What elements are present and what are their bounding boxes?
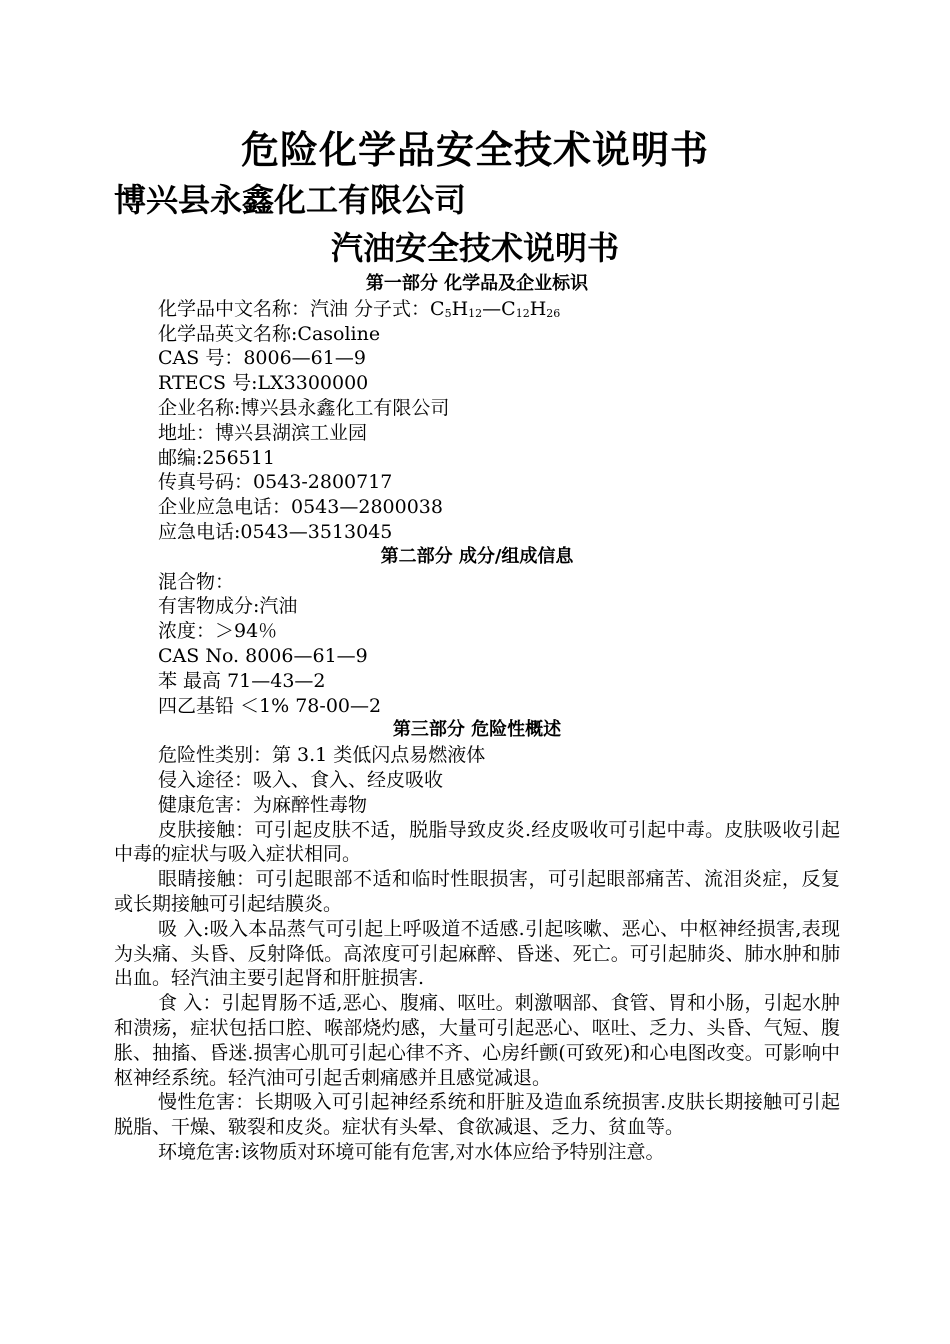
line-mixture: 混合物： xyxy=(158,570,235,593)
line-address: 地址：博兴县湖滨工业园 xyxy=(158,421,368,444)
line-health-hazard: 健康危害：为麻醉性毒物 xyxy=(158,793,368,816)
company-heading: 博兴县永鑫化工有限公司 xyxy=(114,181,467,219)
para-skin-contact: 皮肤接触：可引起皮肤不适，脱脂导致皮炎.经皮吸收可引起中毒。皮肤吸收引起中毒的症状与吸入症状相同。 xyxy=(114,818,840,866)
line-benzene: 苯 最高 71—43—2 xyxy=(158,669,326,692)
line-postcode: 邮编:256511 xyxy=(158,446,275,469)
line-cas-no: CAS No. 8006—61—9 xyxy=(158,644,368,667)
formula-dash: —C xyxy=(482,297,516,320)
formula-sub-1: 5 xyxy=(444,306,452,320)
line-hazard-class: 危险性类别：第 3.1 类低闪点易燃液体 xyxy=(158,744,486,767)
formula-sub-3: 12 xyxy=(515,306,530,320)
document-main-title: 危险化学品安全技术说明书 xyxy=(240,128,709,172)
document-body xyxy=(114,272,840,1165)
line-emergency-phone: 应急电话:0543—3513045 xyxy=(158,520,393,543)
formula-h-1: H xyxy=(451,297,469,320)
line-tetraethyl-lead: 四乙基铅 ＜1% 78-00—2 xyxy=(158,694,382,717)
line-chemical-cn-name xyxy=(114,297,840,322)
para-chronic-hazard: 慢性危害：长期吸入可引起神经系统和肝脏及造血系统损害.皮肤长期接触可引起脱脂、干燥、皲裂和皮炎。症状有头晕、食欲减退、乏力、贫血等。 xyxy=(114,1091,840,1139)
section-title-part3: 第三部分 危险性概述 xyxy=(392,719,562,741)
line-chemical-en-name: 化学品英文名称:Casoline xyxy=(158,322,381,345)
para-eye-contact: 眼睛接触：可引起眼部不适和临时性眼损害，可引起眼部痛苦、流泪炎症，反复或长期接触可引起结膜炎。 xyxy=(114,868,840,915)
line-company-emergency-phone: 企业应急电话：0543—2800038 xyxy=(158,496,443,519)
formula-sub-2: 12 xyxy=(468,306,483,320)
line-rtecs-number: RTECS 号:LX3300000 xyxy=(158,372,369,395)
line-company-name: 企业名称:博兴县永鑫化工有限公司 xyxy=(158,396,450,419)
para-ingestion: 食 入：引起胃肠不适,恶心、腹痛、呕吐。刺激咽部、食管、胃和小肠，引起水肿和溃疡，症状包括口腔、喉部烧灼感，大量可引起恶心、呕吐、乏力、头昏、气短、腹胀、抽搐、昏迷.损害心肌可引起心律不齐、心房纤颤(可致死)和心电图改变。可影响中枢神经系统。轻汽油可引起舌刺痛感并且感觉减退。 xyxy=(114,992,840,1089)
chemical-cn-name-text: 化学品中文名称：汽油 分子式：C xyxy=(158,297,445,320)
formula-sub-4: 26 xyxy=(546,306,561,320)
formula-h-2: H xyxy=(529,297,547,320)
line-concentration: 浓度：＞94％ xyxy=(158,620,278,643)
line-fax: 传真号码：0543-2800717 xyxy=(158,471,393,494)
para-inhalation: 吸 入:吸入本品蒸气可引起上呼吸道不适感.引起咳嗽、恶心、中枢神经损害,表现为头痛、头昏、反射降低。高浓度可引起麻醉、昏迷、死亡。可引起肺炎、肺水肿和肺出血。轻汽油主要引起肾和肝脏损害. xyxy=(114,917,840,990)
section-title-part2: 第二部分 成分/组成信息 xyxy=(380,545,574,567)
line-exposure-routes: 侵入途径：吸入、食入、经皮吸收 xyxy=(158,768,444,791)
para-environmental-hazard: 环境危害:该物质对环境可能有危害,对水体应给予特别注意。 xyxy=(158,1140,665,1163)
line-hazardous-component: 有害物成分:汽油 xyxy=(158,595,298,618)
section-title-part1: 第一部分 化学品及企业标识 xyxy=(365,273,589,294)
line-cas-number: CAS 号：8006—61—9 xyxy=(158,347,366,370)
document-sub-title: 汽油安全技术说明书 xyxy=(330,229,619,267)
